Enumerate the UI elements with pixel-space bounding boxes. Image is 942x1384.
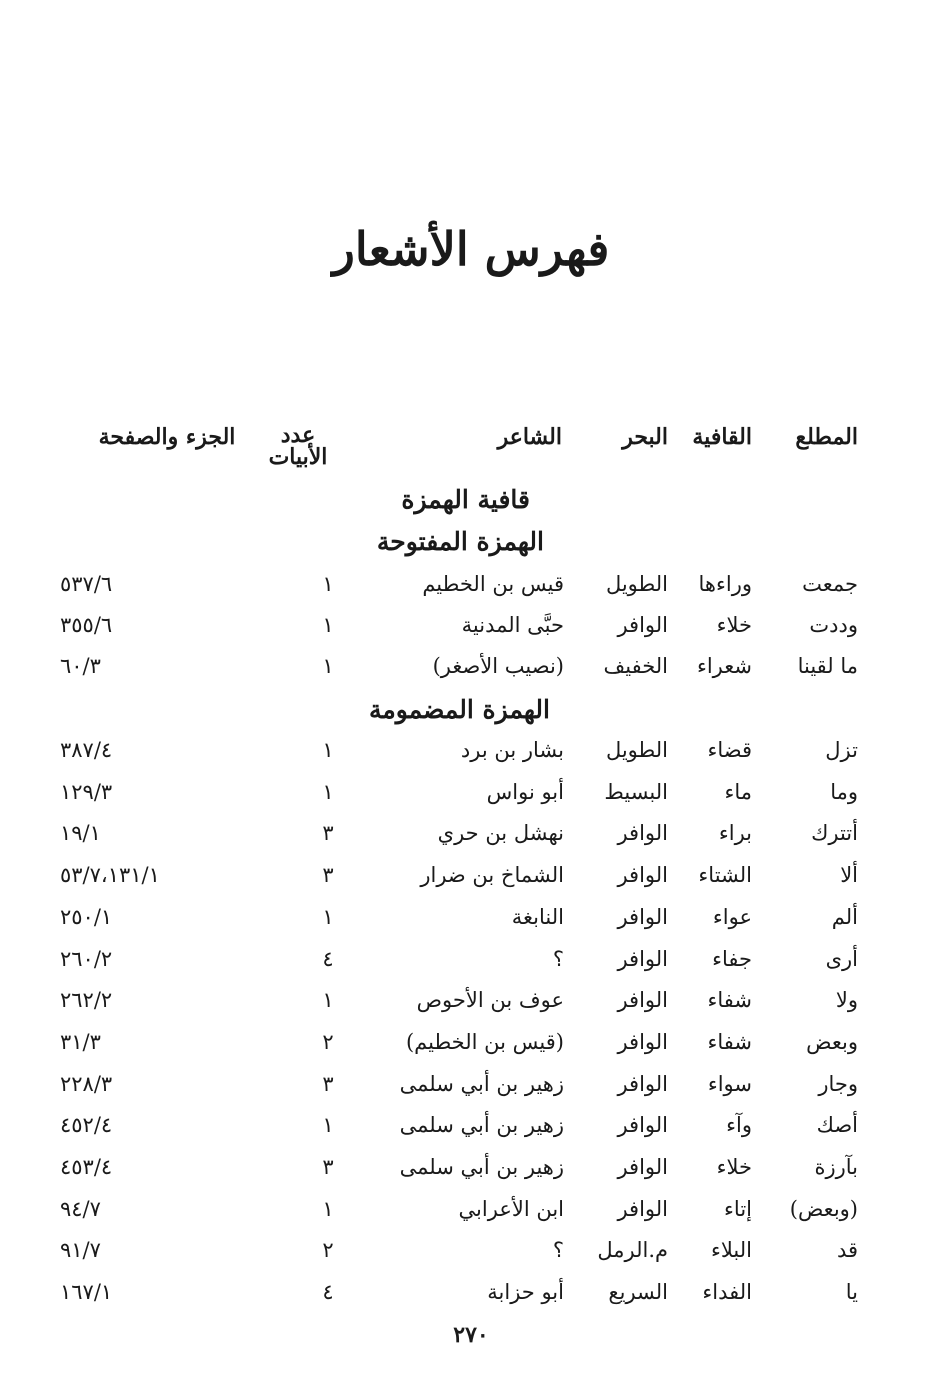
- cell-matla: يا: [845, 1280, 858, 1305]
- cell-shaer: أبو حزابة: [487, 1280, 564, 1305]
- header-bahr: البحر: [622, 424, 668, 450]
- cell-bahr: الوافر: [617, 613, 668, 637]
- cell-bahr: الوافر: [617, 1071, 668, 1096]
- cell-qafiya: وآء: [726, 1113, 752, 1138]
- cell-shaer: حبَّى المدنية: [461, 613, 564, 637]
- table-row: [0, 988, 942, 1028]
- cell-matla: تزل: [825, 738, 858, 762]
- table-row: [0, 1280, 942, 1320]
- cell-qafiya: شفاء: [707, 988, 752, 1013]
- cell-bahr: البسيط: [604, 779, 668, 804]
- header-count-line2: الأبيات: [268, 444, 328, 470]
- cell-bahr: السريع: [608, 1280, 668, 1305]
- header-matla: المطلع: [795, 424, 858, 450]
- cell-count: ١: [322, 572, 334, 596]
- cell-shaer: الشماخ بن ضرار: [420, 863, 564, 888]
- cell-shaer: قيس بن الخطيم: [422, 572, 564, 596]
- cell-ref: ٩١/٧: [60, 1238, 101, 1263]
- table-row: [0, 821, 942, 861]
- table-row: [0, 905, 942, 945]
- header-count: [258, 424, 338, 468]
- table-header: [0, 424, 942, 484]
- cell-bahr: الوافر: [617, 1113, 668, 1138]
- table-row: [0, 654, 942, 694]
- section-main: قافية الهمزة: [401, 485, 530, 514]
- table-row: [0, 1030, 942, 1070]
- header-shaer: الشاعر: [497, 424, 562, 450]
- table-row: [0, 947, 942, 987]
- cell-matla: ألم: [831, 904, 858, 929]
- header-ref: الجزء والصفحة: [98, 424, 236, 450]
- cell-shaer: بشار بن برد: [460, 738, 564, 762]
- cell-bahr: الوافر: [617, 863, 668, 888]
- cell-qafiya: سواء: [707, 1071, 752, 1096]
- cell-bahr: الوافر: [617, 904, 668, 929]
- cell-ref: ٤٥٣/٤: [60, 1155, 113, 1179]
- page-title: فهرس الأشعار: [332, 222, 610, 276]
- cell-matla: وبعض: [806, 1029, 858, 1054]
- cell-qafiya: خلاء: [716, 613, 752, 637]
- cell-bahr: الوافر: [617, 821, 668, 846]
- cell-count: ٣: [322, 863, 334, 888]
- cell-ref: ٥٣٧/٦: [60, 572, 113, 596]
- cell-qafiya: براء: [718, 821, 752, 846]
- cell-matla: أصك: [816, 1113, 858, 1138]
- cell-qafiya: الشتاء: [698, 863, 752, 888]
- cell-shaer: النابغة: [511, 904, 564, 929]
- table-row: [0, 1197, 942, 1237]
- cell-count: ٤: [322, 946, 334, 971]
- table-row: [0, 613, 942, 653]
- table-row: [0, 780, 942, 820]
- cell-qafiya: البلاء: [711, 1238, 752, 1263]
- cell-ref: ٣١/٣: [60, 1029, 101, 1054]
- cell-count: ١: [322, 654, 334, 678]
- cell-matla: ولا: [835, 988, 858, 1013]
- section-fatha: الهمزة المفتوحة: [376, 527, 544, 556]
- cell-bahr: الطويل: [605, 738, 668, 762]
- cell-count: ١: [322, 613, 334, 637]
- cell-ref: ٣٥٥/٦: [60, 613, 113, 637]
- cell-shaer: ؟: [552, 1238, 564, 1263]
- cell-matla: (وبعض): [789, 1196, 858, 1221]
- cell-ref: ٤٥٢/٤: [60, 1113, 113, 1138]
- cell-bahr: الطويل: [605, 572, 668, 596]
- cell-count: ١: [322, 1196, 334, 1221]
- cell-ref: ١٩/١: [60, 821, 101, 846]
- cell-count: ١: [322, 738, 334, 762]
- cell-qafiya: عواء: [712, 904, 752, 929]
- cell-shaer: زهير بن أبي سلمى: [399, 1071, 564, 1096]
- cell-count: ١: [322, 1113, 334, 1138]
- cell-matla: وددت: [809, 613, 858, 637]
- cell-shaer: (نصيب الأصغر): [432, 654, 564, 678]
- cell-shaer: (قيس بن الخطيم): [405, 1029, 564, 1054]
- table-row: [0, 1155, 942, 1195]
- header-count-line1: عدد: [280, 422, 316, 448]
- cell-shaer: ؟: [552, 946, 564, 971]
- cell-matla: ألا: [840, 863, 858, 888]
- cell-bahr: الوافر: [617, 946, 668, 971]
- cell-shaer: ابن الأعرابي: [458, 1196, 564, 1221]
- cell-count: ٢: [322, 1029, 334, 1054]
- header-qafiya: القافية: [692, 424, 752, 450]
- cell-qafiya: قضاء: [707, 738, 752, 762]
- cell-qafiya: الفداء: [702, 1280, 752, 1305]
- table-row: [0, 1072, 942, 1112]
- cell-count: ٣: [322, 1155, 334, 1179]
- cell-shaer: نهشل بن حري: [437, 821, 564, 846]
- cell-shaer: أبو نواس: [486, 779, 564, 804]
- table-row: [0, 863, 942, 903]
- cell-shaer: عوف بن الأحوص: [416, 988, 564, 1013]
- cell-ref: ٣٨٧/٤: [60, 738, 113, 762]
- cell-shaer: زهير بن أبي سلمى: [399, 1155, 564, 1179]
- table-row: [0, 738, 942, 778]
- cell-qafiya: جفاء: [712, 946, 752, 971]
- cell-bahr: الوافر: [617, 1029, 668, 1054]
- cell-count: ٣: [322, 1071, 334, 1096]
- cell-ref: ٢٢٨/٣: [60, 1071, 113, 1096]
- cell-count: ١: [322, 988, 334, 1013]
- cell-count: ١: [322, 779, 334, 804]
- cell-count: ٣: [322, 821, 334, 846]
- cell-ref: ٢٦٢/٢: [60, 988, 113, 1013]
- cell-bahr: م.الرمل: [597, 1238, 668, 1263]
- cell-ref: ٥٣/٧،١٣١/١: [60, 863, 160, 888]
- table-row: [0, 572, 942, 612]
- cell-count: ١: [322, 904, 334, 929]
- cell-matla: بآرزة: [814, 1155, 858, 1179]
- cell-matla: ما لقينا: [797, 654, 858, 678]
- cell-ref: ٦٠/٣: [60, 654, 101, 678]
- table-row: [0, 1238, 942, 1278]
- cell-qafiya: شفاء: [707, 1029, 752, 1054]
- cell-matla: وجار: [818, 1071, 858, 1096]
- cell-matla: أتترك: [811, 821, 858, 846]
- section-damma: الهمزة المضمومة: [369, 695, 550, 724]
- cell-shaer: زهير بن أبي سلمى: [399, 1113, 564, 1138]
- cell-qafiya: ماء: [724, 779, 752, 804]
- cell-bahr: الوافر: [617, 1196, 668, 1221]
- cell-bahr: الوافر: [617, 988, 668, 1013]
- table-row: [0, 1113, 942, 1153]
- cell-matla: وما: [830, 779, 858, 804]
- cell-matla: قد: [836, 1238, 858, 1263]
- cell-qafiya: شعراء: [696, 654, 752, 678]
- cell-ref: ٢٦٠/٢: [60, 946, 113, 971]
- cell-bahr: الخفيف: [603, 654, 668, 678]
- cell-count: ٤: [322, 1280, 334, 1305]
- cell-matla: جمعت: [802, 572, 858, 596]
- cell-qafiya: خلاء: [716, 1155, 752, 1179]
- page-number: ٢٧٠: [453, 1322, 489, 1348]
- cell-qafiya: إتاء: [724, 1196, 752, 1221]
- cell-ref: ١٦٧/١: [60, 1280, 113, 1305]
- cell-matla: أرى: [825, 946, 858, 971]
- cell-ref: ٩٤/٧: [60, 1196, 101, 1221]
- cell-bahr: الوافر: [617, 1155, 668, 1179]
- cell-count: ٢: [322, 1238, 334, 1263]
- cell-ref: ٢٥٠/١: [60, 904, 113, 929]
- cell-qafiya: وراءها: [698, 572, 752, 596]
- cell-ref: ١٢٩/٣: [60, 779, 113, 804]
